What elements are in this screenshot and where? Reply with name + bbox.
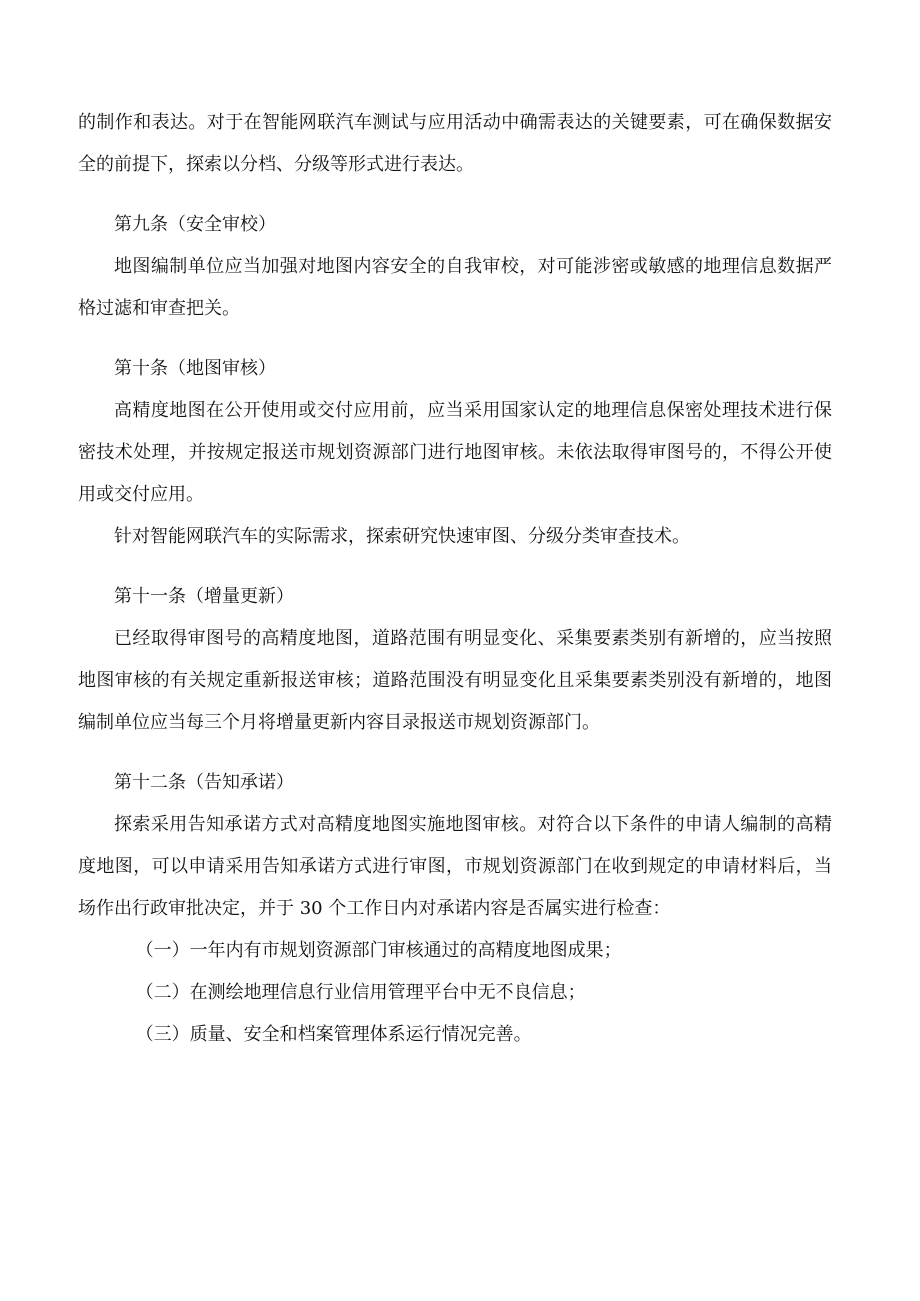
document-page [78, 102, 832, 1056]
list-item: （三）质量、安全和档案管理体系运行情况完善。 [135, 1024, 532, 1045]
article-11-heading: 第十一条（增量更新） [114, 586, 294, 607]
list-item: （一）一年内有市规划资源部门审核通过的高精度地图成果； [135, 940, 622, 961]
list-item: （二）在测绘地理信息行业信用管理平台中无不良信息； [135, 982, 586, 1003]
article-10-body-1: 高精度地图在公开使用或交付应用前，应当采用国家认定的地理信息保密处理技术进行保密技术处理，并按规定报送市规划资源部门进行地图审核。未依法取得审图号的，不得公开使用或交付应用。 [78, 400, 832, 505]
article-10-heading: 第十条（地图审核） [114, 358, 276, 379]
article-11-body: 已经取得审图号的高精度地图，道路范围有明显变化、采集要素类别有新增的，应当按照地图审核的有关规定重新报送审核；道路范围没有明显变化且采集要素类别没有新增的，地图编制单位应当每三个月将增量更新内容目录报送市规划资源部门。 [78, 628, 832, 733]
paragraph-continuation: 的制作和表达。对于在智能网联汽车测试与应用活动中确需表达的关键要素，可在确保数据安全的前提下，探索以分档、分级等形式进行表达。 [78, 112, 832, 175]
article-10-body-2: 针对智能网联汽车的实际需求，探索研究快速审图、分级分类审查技术。 [114, 526, 690, 547]
article-9-heading: 第九条（安全审校） [114, 214, 276, 235]
article-12-heading: 第十二条（告知承诺） [114, 772, 294, 793]
article-9-body: 地图编制单位应当加强对地图内容安全的自我审校，对可能涉密或敏感的地理信息数据严格过滤和审查把关。 [78, 256, 832, 319]
article-12-body: 探索采用告知承诺方式对高精度地图实施地图审核。对符合以下条件的申请人编制的高精度地图，可以申请采用告知承诺方式进行审图，市规划资源部门在收到规定的申请材料后，当场作出行政审批决定，并于 30 个工作日内对承诺内容是否属实进行检查： [78, 814, 832, 919]
